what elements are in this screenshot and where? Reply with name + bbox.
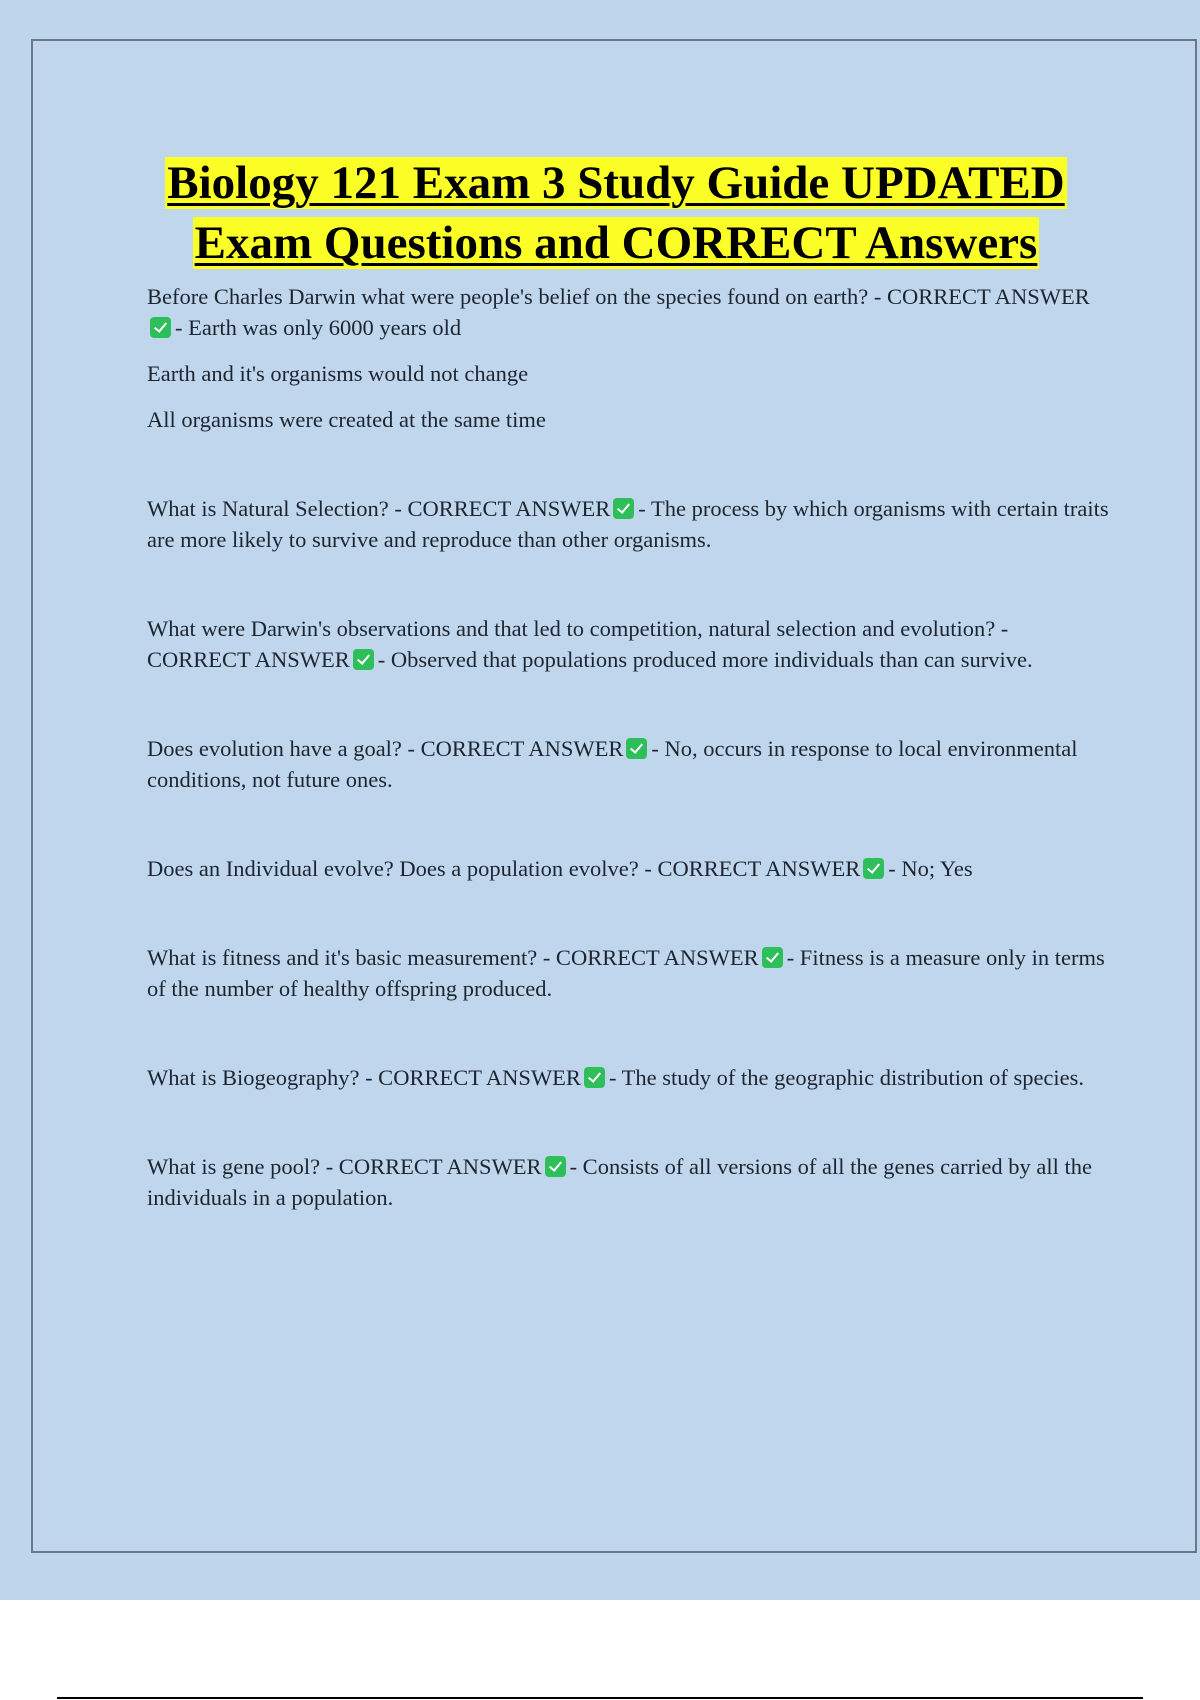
qa-item: [147, 281, 1117, 435]
question-text: Does evolution have a goal? - CORRECT ANSWER: [147, 736, 624, 761]
qa-paragraph: [147, 733, 1117, 795]
check-icon: [762, 947, 783, 968]
question-text: Does an Individual evolve? Does a population evolve? - CORRECT ANSWER: [147, 856, 861, 881]
check-icon: [150, 317, 171, 338]
question-text: Before Charles Darwin what were people's belief on the species found on earth? - CORRECT ANSWER: [147, 284, 1090, 309]
qa-item: [147, 853, 1117, 884]
answer-text: - The study of the geographic distribution of species.: [608, 1065, 1085, 1090]
question-text: What is Natural Selection? - CORRECT ANSWER: [147, 496, 611, 521]
title-line-2: Exam Questions and CORRECT Answers: [194, 217, 1038, 269]
answer-text: - No, occurs in response to local environmental conditions, not future ones.: [147, 736, 1078, 792]
qa-item: [147, 613, 1117, 675]
check-icon: [863, 858, 884, 879]
qa-item: [147, 733, 1117, 795]
footer-divider: [57, 1697, 1143, 1699]
qa-paragraph: [147, 1151, 1117, 1213]
answer-text: - Observed that populations produced more individuals than can survive.: [377, 647, 1033, 672]
qa-paragraph: [147, 1062, 1117, 1093]
qa-paragraph: [147, 942, 1117, 1004]
check-icon: [353, 649, 374, 670]
answer-text: - Fitness is a measure only in terms of the number of healthy offspring produced.: [147, 945, 1105, 1001]
qa-paragraph: [147, 613, 1117, 675]
question-text: What is fitness and it's basic measurement? - CORRECT ANSWER: [147, 945, 759, 970]
document-page: [31, 39, 1197, 1553]
qa-item: [147, 493, 1117, 555]
qa-item: [147, 1062, 1117, 1093]
check-icon: [545, 1156, 566, 1177]
qa-item: [147, 942, 1117, 1004]
answer-text: - The process by which organisms with certain traits are more likely to survive and reproduce than other organisms.: [147, 496, 1109, 552]
answer-extra-line: All organisms were created at the same time: [147, 407, 546, 432]
check-icon: [626, 738, 647, 759]
answer-extra-line: Earth and it's organisms would not change: [147, 361, 529, 386]
qa-item: [147, 1151, 1117, 1213]
qa-paragraph: [147, 493, 1117, 555]
title-line-1: Biology 121 Exam 3 Study Guide UPDATED: [167, 157, 1065, 209]
question-text: What is gene pool? - CORRECT ANSWER: [147, 1154, 542, 1179]
qa-paragraph: [147, 281, 1117, 343]
document-title: [33, 153, 1199, 273]
question-text: What were Darwin's observations and that led to competition, natural selection and evolution? - CORRECT ANSWER: [147, 616, 1009, 672]
answer-text: - No; Yes: [888, 856, 973, 881]
qa-paragraph: [147, 853, 1117, 884]
check-icon: [584, 1067, 605, 1088]
check-icon: [613, 498, 634, 519]
qa-list: [147, 281, 1117, 1228]
answer-text: - Earth was only 6000 years old: [175, 315, 462, 340]
answer-text: - Consists of all versions of all the genes carried by all the individuals in a population.: [147, 1154, 1092, 1210]
question-text: What is Biogeography? - CORRECT ANSWER: [147, 1065, 581, 1090]
